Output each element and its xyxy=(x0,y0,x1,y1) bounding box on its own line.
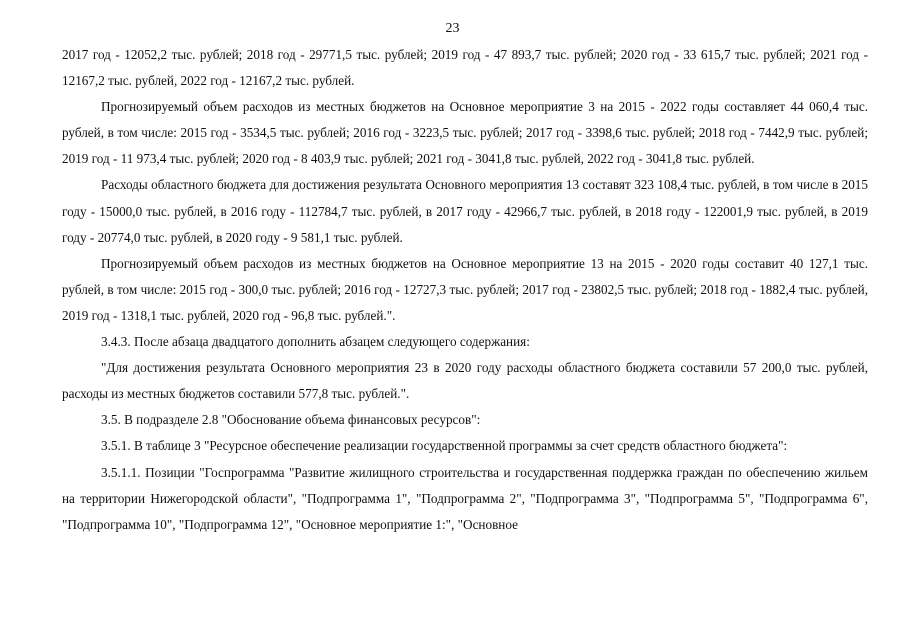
document-body xyxy=(62,42,868,538)
page-number: 23 xyxy=(445,21,460,36)
paragraph-continuation-2017-2022: 2017 год - 12052,2 тыс. рублей; 2018 год - 29771,5 тыс. рублей; 2019 год - 47 893,7 тыс. рублей; 2020 год - 33 615,7 тыс. рублей; 2021 год - 12167,2 тыс. рублей, 2022 год - 12167,2 тыс. рублей. xyxy=(62,47,868,89)
paragraph-item-3-4-3: 3.4.3. После абзаца двадцатого дополнить абзацем следующего содержания: xyxy=(101,334,530,350)
paragraph-local-budgets-measure-3: Прогнозируемый объем расходов из местных бюджетов на Основное мероприятие 3 на 2015 - 2022 годы составляет 44 060,4 тыс. рублей, в том числе: 2015 год - 3534,5 тыс. рублей; 2016 год - 3223,5 тыс. рублей; 2017 год - 3398,6 тыс. рублей; 2018 год - 7442,9 тыс. рублей; 2019 год - 11 973,4 тыс. рублей; 2020 год - 8 403,9 тыс. рублей; 2021 год - 3041,8 тыс. рублей, 2022 год - 3041,8 тыс. рублей. xyxy=(62,99,868,167)
paragraph-item-3-5-1-1: 3.5.1.1. Позиции "Госпрограмма "Развитие жилищного строительства и государственная поддержка граждан по обеспечению жильем на территории Нижегородской области", "Подпрограмма 1", "Подпрограмма 2", "Подпрограмма 3", "Подпрограмма 5", "Подпрограмма 6", "Подпрограмма 10", "Подпрограмма 12", "Основное мероприятие 1:", "Основное xyxy=(62,464,868,532)
paragraph-item-3-5: 3.5. В подразделе 2.8 "Обоснование объема финансовых ресурсов": xyxy=(101,412,481,428)
paragraph-item-3-5-1: 3.5.1. В таблице 3 "Ресурсное обеспечение реализации государственной программы за счет средств областного бюджета": xyxy=(101,438,788,454)
paragraph-measure-23-quote: "Для достижения результата Основного мероприятия 23 в 2020 году расходы областного бюджета составили 57 200,0 тыс. рублей, расходы из местных бюджетов составили 577,8 тыс. рублей.". xyxy=(62,360,868,402)
paragraph-local-budgets-measure-13: Прогнозируемый объем расходов из местных бюджетов на Основное мероприятие 13 на 2015 - 2020 годы составит 40 127,1 тыс. рублей, в том числе: 2015 год - 300,0 тыс. рублей; 2016 год - 12727,3 тыс. рублей; 2017 год - 23802,5 тыс. рублей; 2018 год - 1882,4 тыс. рублей, 2019 год - 1318,1 тыс. рублей, 2020 год - 96,8 тыс. рублей.". xyxy=(62,255,868,323)
paragraph-regional-budget-measure-13: Расходы областного бюджета для достижения результата Основного мероприятия 13 составят 323 108,4 тыс. рублей, в том числе в 2015 году - 15000,0 тыс. рублей, в 2016 году - 112784,7 тыс. рублей, в 2017 году - 42966,7 тыс. рублей, в 2018 году - 122001,9 тыс. рублей, в 2019 году - 20774,0 тыс. рублей, в 2020 году - 9 581,1 тыс. рублей. xyxy=(62,177,868,245)
